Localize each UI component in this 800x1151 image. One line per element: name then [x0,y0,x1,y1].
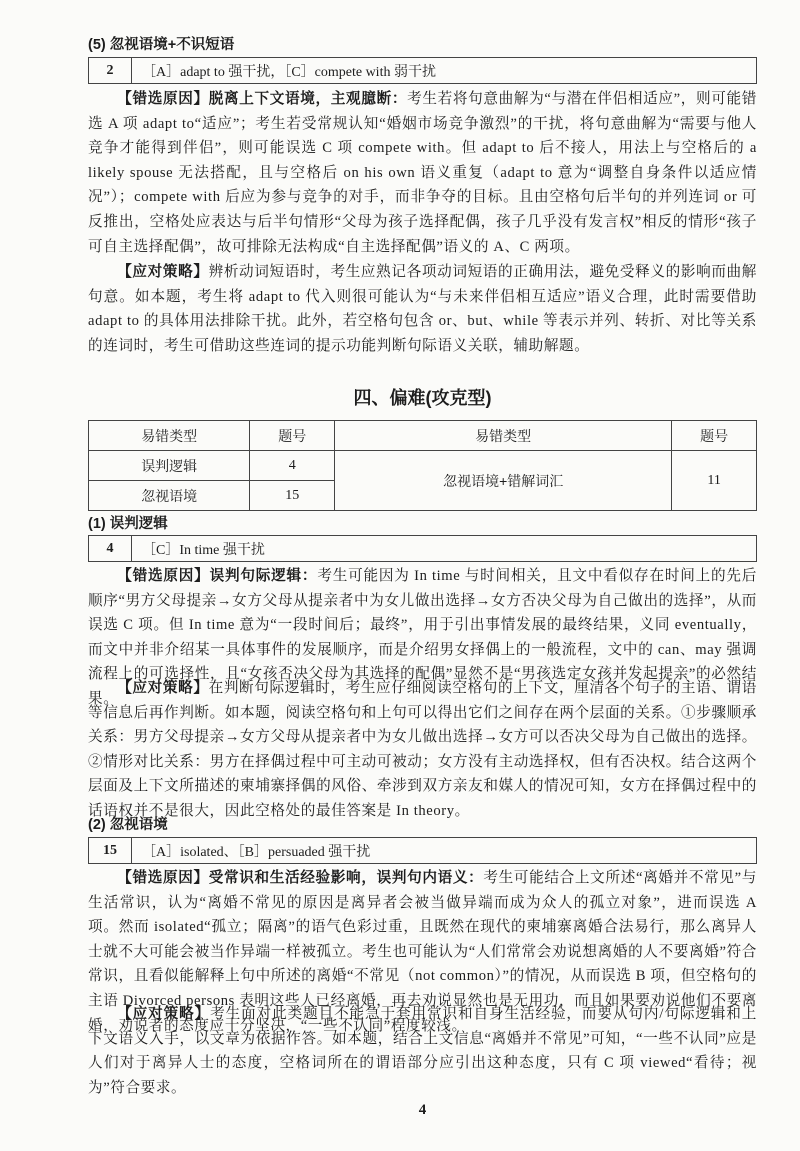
part2-strategy-paragraph [88,1002,757,1100]
table-row [89,451,757,481]
distractor-options: ［C］In time 强干扰 [142,542,265,558]
part1-question-box [88,535,757,562]
strategy-label: 【应对策略】 [117,680,209,696]
column-header: 易错类型 [89,421,250,451]
part5-strategy-paragraph [88,260,757,358]
page-number: 4 [418,1102,427,1118]
distractor-options: ［A］adapt to 强干扰，［C］compete with 弱干扰 [142,64,436,80]
table-header-row [89,421,757,451]
part1-heading: (1) 误判逻辑 [88,516,168,532]
reason-title: 脱离上下文语境，主观臆断： [208,91,408,107]
part2-question-box [88,837,757,864]
strategy-label: 【应对策略】 [117,1006,211,1022]
question-number-cell: 4 [250,451,335,481]
part2-heading: (2) 忽视语境 [88,817,168,833]
question-number: 4 [89,536,132,561]
reason-label: 【错选原因】 [117,91,209,107]
part1-strategy-paragraph [88,676,757,824]
part5-question-box [88,57,757,84]
strategy-body: 考生面对此类题目不能急于套用常识和自身生活经验，而要从句内/句际逻辑和上下文语义入手，以文章为依据作答。如本题，结合上文信息“离婚并不常见”可知，“一些不认同”应是人们对于离异人士的态度，空格词所在的谓语部分应引出这种态度，只有 C 项 viewed“看待；视为”符合要求。 [88,1006,757,1096]
part5-reason-paragraph [88,87,757,259]
column-header: 题号 [250,421,335,451]
column-header: 题号 [672,421,757,451]
distractor-options: ［A］isolated、［B］persuaded 强干扰 [142,844,371,860]
strategy-label: 【应对策略】 [117,264,209,280]
reason-title: 受常识和生活经验影响，误判句内语义： [208,870,484,886]
reason-body: 考生可能因为 In time 与时间相关，且文中看似存在时间上的先后顺序“男方父母提亲→女方父母从提亲者中为女儿做出选择→女方否决父母为自己做出的选择”，从而误选 C 项。但 In time 意为“一段时间后；最终”，用于引出事情发展的最终结果，义同 eventually，而文中并非介绍某一具体事件的发展顺序，而是介绍男女择偶上的一般流程，文中的 can、may 强调流程上的可选择性，且“女孩否决父母为其选择的配偶”显然不是“男孩选定女孩并发起提亲”的必然结果。 [88,568,758,707]
strategy-body: 在判断句际逻辑时，考生应仔细阅读空格句的上下文，厘清各个句子的主语、谓语等信息后再作判断。如本题，阅读空格句和上句可以得出它们之间存在两个层面的关系。①步骤顺承关系：男方父母提亲→女方父母从提亲者中为女儿做出选择→女方可以否决父母为自己做出的选择。②情形对比关系：男方在择偶过程中可主动可被动；女方没有主动选择权，但有否决权。结合这两个层面及上下文所描述的柬埔寨择偶的风俗、牵涉到双方亲友和媒人的情况可知，女方在择偶过程中的话语权并不是很大，因此空格处的最佳答案是 In theory。 [88,680,757,819]
strategy-body: 辨析动词短语时，考生应熟记各项动词短语的正确用法，避免受释义的影响而曲解句意。如本题，考生将 adapt to 代入则很可能认为“与未来伴侣相互适应”语义合理，此时需要借助 adapt to 的具体用法排除干扰。此外，若空格句包含 or、but、while 等表示并列、转折、对比等关系的连词时，考生可借助这些连词的提示功能判断句际语义关联，辅助解题。 [88,264,757,354]
reason-body: 考生若将句意曲解为“与潜在伴侣相适应”，则可能错选 A 项 adapt to“适应”；考生若受常规认知“婚姻市场竞争激烈”的干扰，将句意曲解为“需要与他人竞争才能得到伴侣”，则可能误选 C 项 compete with。但 adapt to 后不接人，用法上与空格后的 a likely spouse 无法搭配，且与空格后 on his own 语义重复（adapt to 意为“调整自身条件以适应情况”）；compete with 后应为参与竞争的对手，而非争夺的目标。且由空格句后半句的并列连词 or 可反推出，空格处应表达与后半句情形“父母为孩子选择配偶，孩子几乎没有发言权”相反的情形“孩子可自主选择配偶”，故可排除无法构成“自主选择配偶”语义的 A、C 两项。 [88,91,757,255]
column-header: 易错类型 [335,421,672,451]
part5-heading: (5) 忽视语境+不识短语 [88,37,235,53]
reason-body: 考生可能结合上文所述“离婚并不常见”与生活常识，认为“离婚不常见的原因是离异者会被当做异端而成为众人的孤立对象”，进而误选 A 项。然而 isolated“孤立；隔离”的语气色彩过重，且既然在现代的柬埔寨离婚合法易行，那么离异人士就不大可能会被当作异端一样被孤立。考生也可能认为“人们常常会劝说想离婚的人不要离婚”符合常识，且看似能解释上句中所述的离婚“不常见（not common）”的情况，从而误选 B 项，但空格句的主语 Divorced persons 表明这些人已经离婚，再去劝说显然也是无用功，而且如果要劝说他们不要离婚，劝说者的态度应十分坚决，“一些不认同”程度较浅。 [88,870,757,1034]
question-number-cell: 11 [672,451,757,511]
question-number: 2 [89,58,132,83]
question-number-cell: 15 [250,481,335,511]
section-title: 四、偏难(攻克型) [353,388,492,408]
error-type-cell: 忽视语境 [89,481,250,511]
reason-title: 误判句际逻辑： [209,568,318,584]
question-number: 15 [89,838,132,863]
error-type-cell: 忽视语境+错解词汇 [335,451,672,511]
reason-label: 【错选原因】 [117,870,209,886]
error-type-table [88,420,757,511]
reason-label: 【错选原因】 [117,568,210,584]
error-type-cell: 误判逻辑 [89,451,250,481]
